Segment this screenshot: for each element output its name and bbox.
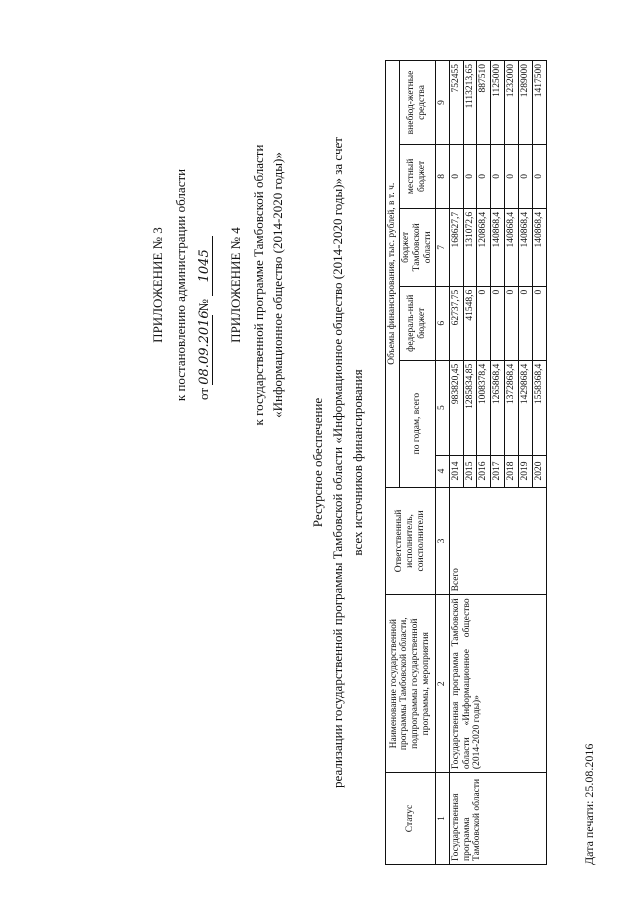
cell-federal: 0 — [491, 286, 505, 360]
cell-off-budget: 1113213,65 — [463, 61, 477, 145]
cell-year: 2019 — [519, 455, 533, 487]
cell-year: 2014 — [449, 455, 463, 487]
cell-regional: 140868,4 — [491, 208, 505, 286]
header-federal: федераль-ный бюджет — [399, 286, 435, 360]
col-num-2: 2 — [435, 595, 449, 773]
cell-total: 1265868,4 — [491, 360, 505, 455]
header-regional: бюджет Тамбовской области — [399, 208, 435, 286]
header-local: местный бюджет — [399, 144, 435, 208]
cell-local: 0 — [477, 144, 491, 208]
appendix-3-title: ПРИЛОЖЕНИЕ № 3 — [150, 227, 165, 343]
header-off-budget: внебюд-жетные средства — [399, 61, 435, 145]
row-status: Государственная программа Тамбовской области — [449, 773, 546, 865]
cell-federal: 41548,6 — [463, 286, 477, 360]
print-date: Дата печати: 25.08.2016 — [582, 743, 596, 865]
header-volumes: Объемы финансирования, тыс. рублей, в т. ч. — [386, 61, 400, 488]
cell-year: 2016 — [477, 455, 491, 487]
cell-regional: 140868,4 — [505, 208, 519, 286]
cell-federal: 0 — [505, 286, 519, 360]
cell-off-budget: 1417500 — [533, 61, 547, 145]
doc-title-line-3: всех источников финансирования — [350, 369, 365, 556]
row-executor: Всего — [449, 487, 546, 595]
table-row — [449, 61, 463, 865]
cell-year: 2015 — [463, 455, 477, 487]
cell-year: 2017 — [491, 455, 505, 487]
doc-title-line-1: Ресурсное обеспечение — [310, 397, 325, 528]
col-num-3: 3 — [435, 487, 449, 595]
cell-total: 1429868,4 — [519, 360, 533, 455]
cell-year: 2020 — [533, 455, 547, 487]
resolution-line: к постановлению администрации области — [173, 168, 188, 402]
program-line-1: к государственной программе Тамбовской области — [251, 144, 266, 426]
cell-federal: 0 — [533, 286, 547, 360]
col-num-8: 8 — [435, 144, 449, 208]
cell-total: 1008378,4 — [477, 360, 491, 455]
cell-total: 983820,45 — [449, 360, 463, 455]
cell-off-budget: 1289000 — [519, 61, 533, 145]
cell-local: 0 — [463, 144, 477, 208]
cell-off-budget: 1125000 — [491, 61, 505, 145]
cell-regional: 131072,6 — [463, 208, 477, 286]
handwritten-date: 08.09.2016 — [197, 310, 212, 385]
cell-regional: 140868,4 — [533, 208, 547, 286]
cell-year: 2018 — [505, 455, 519, 487]
cell-regional: 120868,4 — [477, 208, 491, 286]
header-row-1 — [386, 61, 400, 865]
doc-title-line-2: реализации государственной программы Тамбовской области «Информационное общество (2014-2020 годы)» за счет — [330, 137, 345, 788]
cell-local: 0 — [519, 144, 533, 208]
cell-off-budget: 1232000 — [505, 61, 519, 145]
number-prefix: № — [196, 299, 211, 312]
cell-federal: 0 — [477, 286, 491, 360]
cell-federal: 0 — [519, 286, 533, 360]
date-prefix: от — [196, 387, 211, 400]
cell-local: 0 — [533, 144, 547, 208]
cell-local: 0 — [449, 144, 463, 208]
cell-off-budget: 752455 — [449, 61, 463, 145]
cell-federal: 62737,75 — [449, 286, 463, 360]
program-line-2: «Информационное общество (2014-2020 годы)» — [270, 152, 285, 418]
col-num-1: 1 — [435, 773, 449, 865]
column-number-row — [435, 61, 449, 865]
cell-regional: 168627,7 — [449, 208, 463, 286]
cell-off-budget: 887510 — [477, 61, 491, 145]
header-status: Статус — [386, 773, 436, 865]
cell-total: 1558368,4 — [533, 360, 547, 455]
resolution-date-line — [196, 236, 213, 400]
header-name: Наименование государственной программы Тамбовской области, подпрограммы государственной программы, мероприятия — [386, 595, 436, 773]
col-num-6: 6 — [435, 286, 449, 360]
cell-total: 1372868,4 — [505, 360, 519, 455]
header-by-years: по годам, всего — [399, 360, 435, 487]
col-num-4: 4 — [435, 455, 449, 487]
col-num-7: 7 — [435, 208, 449, 286]
col-num-9: 9 — [435, 61, 449, 145]
cell-regional: 140868,4 — [519, 208, 533, 286]
handwritten-number: 1045 — [197, 236, 213, 296]
col-num-5: 5 — [435, 360, 449, 455]
header-executor: Ответственный исполнитель, соисполнители — [386, 487, 436, 595]
cell-total: 1285834,85 — [463, 360, 477, 455]
cell-local: 0 — [505, 144, 519, 208]
funding-table — [385, 60, 547, 865]
appendix-4-title: ПРИЛОЖЕНИЕ № 4 — [228, 227, 243, 343]
cell-local: 0 — [491, 144, 505, 208]
row-program-name: Государственная программа Тамбовской области «Информационное общество (2014-2020 годы)» — [449, 595, 546, 773]
